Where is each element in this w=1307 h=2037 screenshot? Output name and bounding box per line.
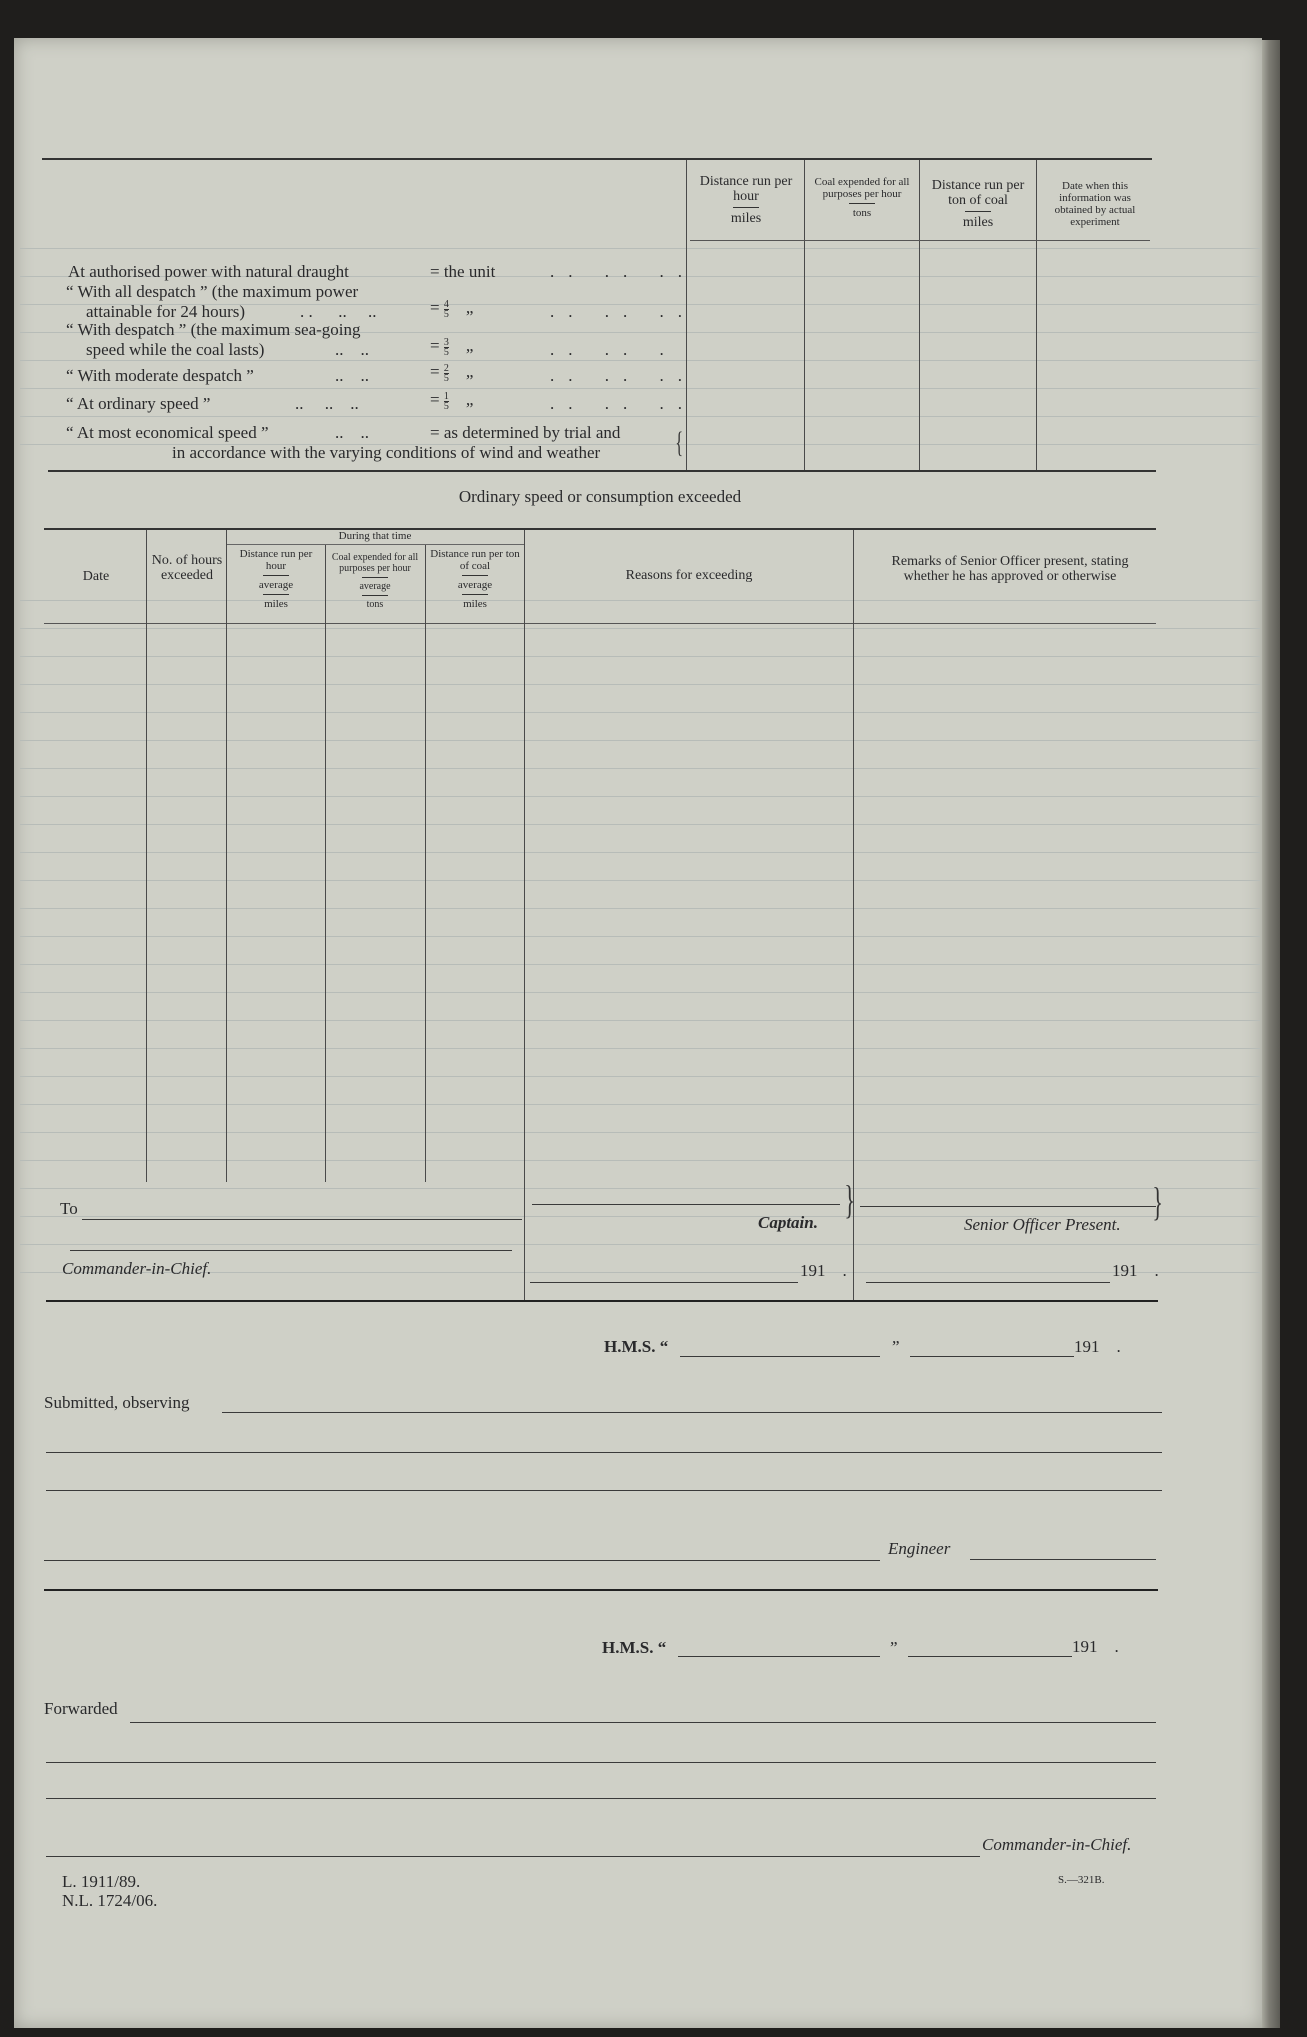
- row-all-despatch-label: “ With all despatch ” (the maximum power: [66, 282, 359, 301]
- row-despatch-value: = $\frac{3}{5}$ „: [430, 336, 474, 358]
- forwarded-label: Forwarded: [44, 1699, 118, 1718]
- commander-in-chief-label: Commander-in-Chief.: [62, 1259, 212, 1278]
- exceeded-title: Ordinary speed or consumption exceeded: [458, 487, 742, 506]
- form-number: S.—321B.: [1058, 1874, 1105, 1886]
- row-economical-label2: in accordance with the varying conditions of wind and weather: [172, 443, 601, 462]
- row-moderate-label: “ With moderate despatch ”: [66, 366, 254, 385]
- engineer-label: Engineer: [888, 1539, 951, 1558]
- row-natural-draught-label: At authorised power with natural draught: [68, 262, 349, 281]
- header-date-info: Date when this information was obtained by actual experiment: [1054, 180, 1136, 228]
- header-coal-hour: Coal expended for all purposes per hour average tons: [331, 552, 419, 610]
- hms-label-2: H.M.S. “: [602, 1638, 667, 1657]
- commander-in-chief-label-2: Commander-in-Chief.: [982, 1835, 1132, 1854]
- header-dist-per-ton: Distance run per ton of coal average miles: [430, 548, 520, 610]
- senior-officer-year: 191 .: [1112, 1261, 1159, 1280]
- row-all-despatch-value: = $\frac{4}{5}$ „: [430, 298, 474, 320]
- to-label: To: [60, 1199, 78, 1218]
- header-reasons: Reasons for exceeding: [625, 568, 753, 583]
- captain-year: 191 .: [800, 1261, 847, 1280]
- row-ordinary-label: “ At ordinary speed ”: [66, 394, 211, 413]
- hms-label-1: H.M.S. “: [604, 1337, 669, 1356]
- senior-officer-label: Senior Officer Present.: [964, 1215, 1121, 1234]
- submission-line-4[interactable]: [44, 1560, 880, 1561]
- leader-dots: .. .. ..: [550, 262, 696, 281]
- header-remarks: Remarks of Senior Officer present, stating whether he has approved or otherwise: [891, 554, 1129, 584]
- book-edge: [1262, 40, 1280, 2028]
- row-natural-draught-value: = the unit: [430, 262, 496, 281]
- header-date: Date: [82, 569, 110, 584]
- submission-line-3[interactable]: [46, 1490, 1162, 1491]
- header-distance-per-ton: Distance run per ton of coal miles: [931, 178, 1025, 230]
- forwarded-line-1[interactable]: [130, 1722, 1156, 1723]
- row-economical-value: = as determined by trial and: [430, 423, 621, 442]
- submission-line-1[interactable]: [222, 1412, 1162, 1413]
- ref-l: L. 1911/89.: [62, 1872, 141, 1891]
- header-during-that-time: During that time: [338, 530, 412, 542]
- engineer-signature-line[interactable]: [970, 1559, 1156, 1560]
- header-coal-expended: Coal expended for all purposes per hour tons: [814, 176, 910, 219]
- submission-year: 191 .: [1074, 1337, 1121, 1356]
- row-moderate-value: = $\frac{2}{5}$ „: [430, 362, 474, 384]
- row-all-despatch-label2: attainable for 24 hours): [86, 302, 246, 321]
- row-ordinary-value: = $\frac{1}{5}$ „: [430, 390, 474, 412]
- header-dist-run-hour: Distance run per hour average miles: [239, 548, 313, 610]
- submitted-observing-label: Submitted, observing: [44, 1393, 190, 1412]
- forwarded-line-4[interactable]: [46, 1856, 980, 1857]
- captain-label: Captain.: [758, 1213, 818, 1232]
- header-hours-exceeded: No. of hours exceeded: [151, 553, 223, 583]
- ref-nl: N.L. 1724/06.: [62, 1891, 158, 1910]
- row-despatch-label2: speed while the coal lasts): [86, 340, 265, 359]
- forwarding-year: 191 .: [1072, 1637, 1119, 1656]
- row-economical-label: “ At most economical speed ”: [66, 423, 269, 442]
- forwarded-line-3[interactable]: [46, 1798, 1156, 1799]
- submission-line-2[interactable]: [46, 1452, 1162, 1453]
- forwarded-line-2[interactable]: [46, 1762, 1156, 1763]
- header-distance-run: Distance run per hour miles: [699, 174, 793, 226]
- row-despatch-label: “ With despatch ” (the maximum sea-going: [66, 320, 361, 339]
